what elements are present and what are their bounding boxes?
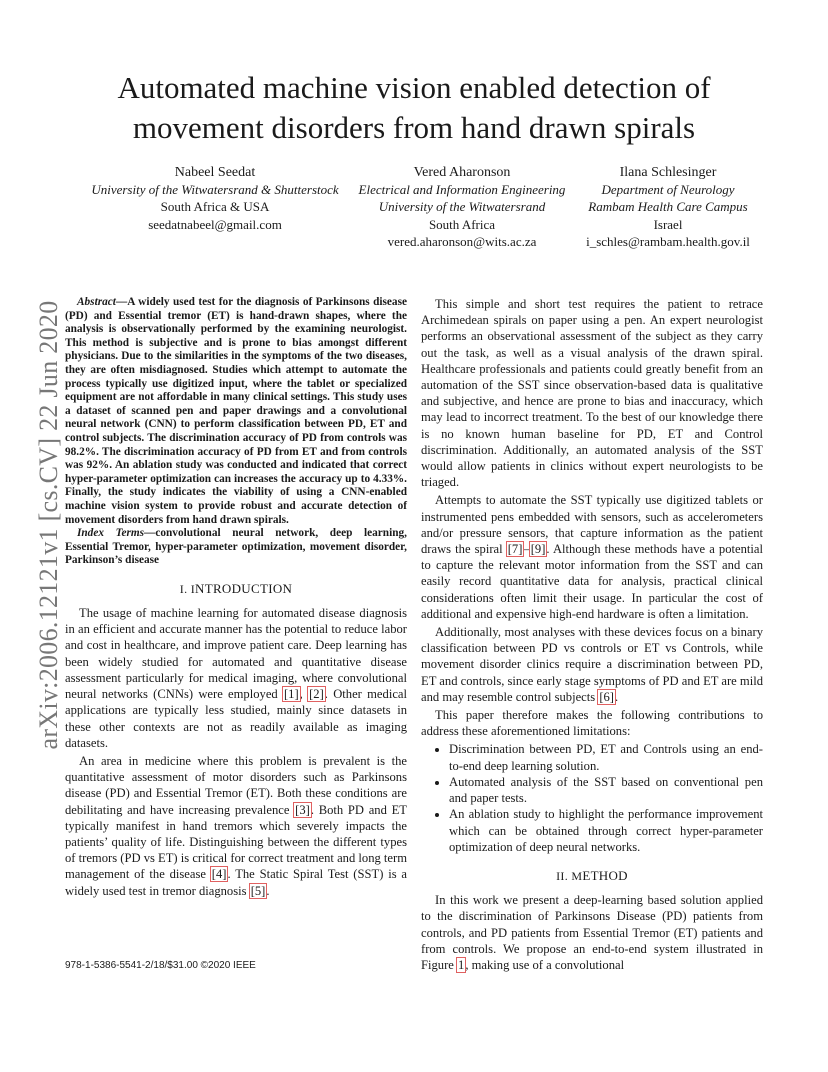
index-terms-text: —convolutional neural network, deep learning, Essential Tremor, hyper-parameter optimization, movement disorder, Parkinson’s disease (65, 527, 407, 567)
author-affiliation-2: Rambam Health Care Campus (588, 199, 748, 215)
abstract-label: Abstract (77, 296, 116, 308)
section-initial: I (190, 581, 196, 596)
contributions-list (421, 741, 763, 854)
citation-link[interactable]: [7] (507, 542, 523, 557)
paper-title (40, 68, 788, 148)
list-item: • Automated analysis of the SST based on conventional pen and paper tests. (449, 774, 763, 806)
text-run: – (523, 542, 530, 557)
citation-link[interactable]: [6] (599, 689, 614, 704)
author-affiliation: Department of Neurology (601, 182, 735, 198)
section-heading-introduction (65, 581, 407, 597)
method-paragraph-1 (421, 892, 763, 973)
figure-link[interactable]: 1 (458, 957, 465, 972)
citation-link[interactable]: [5] (250, 883, 266, 898)
intro-paragraph-2 (65, 753, 407, 899)
abstract (65, 296, 407, 527)
right-column (421, 296, 763, 975)
text-run: An area in medicine where this problem is prevalent is the quantitative assessment of motor disorders such as Parkinsons disease (PD) and Essential Tremor (ET). Both these conditions are debilitating and have increasing prevalence (65, 753, 407, 817)
text-run: . Both PD and ET typically manifest in hand tremors which severely impacts the patients’ quality of life. Distinguishing between the different types of tremors (PD vs ET) is critical for correct treatment and long term management of the disease (65, 802, 408, 882)
author-location: Israel (653, 216, 683, 232)
intro-paragraph-6: This paper therefore makes the following contributions to address these aforementioned limitations: (421, 708, 763, 739)
author-email: i_schles@rambam.health.gov.il (586, 233, 750, 249)
abstract-text: —A widely used test for the diagnosis of Parkinsons disease (PD) and Essential tremor (ET) is hand-drawn shapes, where the analysis is observationally performed by the examining neurologist. This method is subjective and is prone to bias amongst different physicians. Due to the similarities in the symptoms of the two diseases, they are often misdiagnosed. Studies which attempt to automate the process typically use digitized input, where the tablet or specialized equipment are not affordable in many clinical settings. This study uses a dataset of scanned pen and paper drawings and a convolutional neural network (CNN) to perform classification between PD, ET and control subjects. The discrimination accuracy of PD from controls was 98.2%. The discrimination accuracy of PD from ET and from controls was 92%. An ablation study was conducted and indicated that correct hyper-parameter optimization can increases the accuracy up to 4.33%. Finally, the study indicates the viability of using a CNN-enabled machine vision system to provide robust and accurate detection of movement disorders from hand drawn spirals. (65, 296, 407, 526)
author-location: South Africa (428, 216, 496, 232)
citation-link[interactable]: [3] (295, 802, 310, 817)
list-item: • An ablation study to highlight the performance improvement which can be obtained through correct hyper-parameter optimization of deep neural networks. (449, 806, 763, 855)
section-title-rest: NTRODUCTION (195, 580, 293, 596)
section-numeral: II. (556, 868, 569, 883)
index-terms-label: Index Terms (77, 527, 145, 540)
author-name: Nabeel Seedat (174, 165, 256, 180)
text-run: , making use of a convolutional (465, 957, 625, 972)
left-column (65, 296, 407, 901)
text-run: , (299, 687, 309, 702)
author-block-schlesinger (578, 164, 758, 250)
text-run: . (266, 883, 270, 898)
text-run: . Other medical applications are typically less studied, mainly since datasets in these other contexts are not as readily available as imaging datasets. (65, 687, 407, 750)
text-run: In this work we present a deep-learning based solution applied to the discrimination of Parkinsons Disease (PD) patients from controls, and PD patients from Essential Tremor (ET) patients and from controls. We propose an end-to-end system illustrated in Figure (421, 893, 763, 972)
text-run: Attempts to automate the SST typically use digitized tablets or instrumented pens embedded with sensors, such as accelerometers and/or pressure sensors, that capture information as the patient draws the spiral (421, 493, 763, 557)
citation-link[interactable]: [9] (530, 542, 546, 557)
intro-paragraph-3: This simple and short test requires the patient to retrace Archimedean spirals on paper using a pen. An expert neurologist performs an observational assessment of the subject as they carry out the task, as well as a visual analysis of the drawn spiral. Healthcare professionals and patients could greatly benefit from an automation of the SST since observation-based data is qualitative and subjective, and hence are prone to bias and inaccuracy, which may lead to incorrect treatment. To the best of our knowledge there is no known human baseline for PD, ET and Control discrimination. Additionally, an automated analysis of the SST would allow patients in clinics without expert neurologists to be triaged. (421, 297, 763, 490)
text-run: . The Static Spiral Test (SST) is a widely used test in tremor diagnosis (65, 867, 407, 898)
author-email: vered.aharonson@wits.ac.za (387, 233, 537, 249)
arxiv-stamp (34, 290, 63, 760)
section-heading-method (421, 868, 763, 884)
text-run: The usage of machine learning for automated disease diagnosis in an efficient and accurate manner has the potential to reduce labor and cost in healthcare, and improve patient care. Deep learning has been widely studied for automated and quantitative disease assessment particularly for medical imaging, where convolutional neural networks (CNNs) were employed (65, 606, 407, 702)
citation-link[interactable]: [1] (283, 687, 299, 702)
text-run: . (615, 689, 619, 704)
author-name: Ilana Schlesinger (619, 165, 717, 180)
author-block-aharonson (348, 164, 576, 250)
copyright-footer: 978-1-5386-5541-2/18/$31.00 ©2020 IEEE (65, 960, 256, 971)
text-run: . Although these methods have a potential to capture the relevant motor information from the SST and can easily record quantitative data for analysis, practical clinical considerations often limit their usage. In particular the cost of additional and expensive high-end hardware is often a limitation. (421, 542, 763, 621)
author-email: seedatnabeel@gmail.com (148, 216, 282, 232)
author-affiliation-2: University of the Witwatersrand (378, 199, 546, 215)
intro-paragraph-1 (65, 605, 407, 751)
citation-link[interactable]: [4] (211, 867, 227, 882)
author-name: Vered Aharonson (413, 165, 511, 180)
author-location: South Africa & USA (160, 199, 270, 215)
citation-link[interactable]: [2] (309, 687, 324, 702)
text-run: Additionally, most analyses with these devices focus on a binary classification between PD vs controls or ET vs Controls, while movement disorder clinics require a discrimination between PD, ET and controls, since early stage symptoms of PD and ET are mild and may resemble control subjects (421, 625, 763, 704)
arxiv-identifier: arXiv:2006.12121v1 [cs.CV] 22 Jun 2020 (34, 300, 63, 750)
section-title-rest: ETHOD (582, 867, 628, 883)
intro-paragraph-5 (421, 624, 763, 705)
author-block-seedat (80, 164, 350, 233)
section-numeral: I. (179, 581, 188, 596)
author-affiliation: University of the Witwatersrand & Shutterstock (91, 182, 339, 198)
author-affiliation: Electrical and Information Engineering (358, 182, 566, 198)
intro-paragraph-4 (421, 492, 763, 622)
title-line-1: Automated machine vision enabled detection of (117, 70, 711, 105)
index-terms (65, 527, 407, 568)
section-initial: M (571, 868, 583, 883)
list-item: • Discrimination between PD, ET and Controls using an end-to-end deep learning solution. (449, 741, 763, 773)
title-line-2: movement disorders from hand drawn spirals (132, 110, 696, 145)
